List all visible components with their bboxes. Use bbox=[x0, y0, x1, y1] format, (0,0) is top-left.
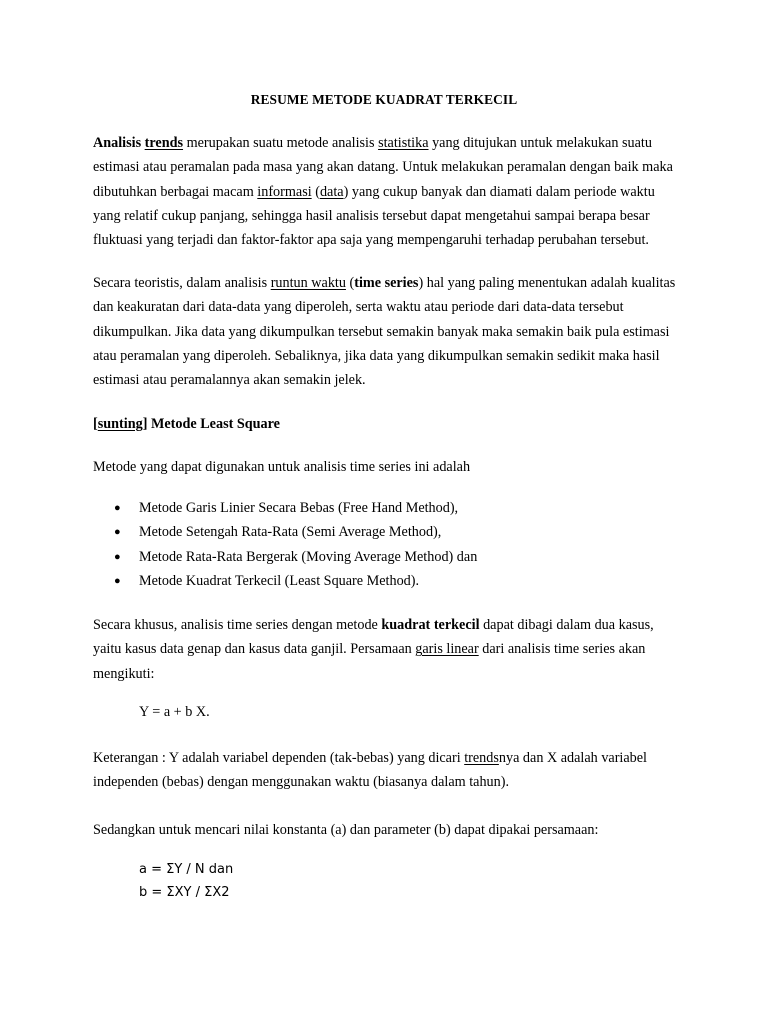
list-item: ● Metode Garis Linier Secara Bebas (Free Hand Method), bbox=[93, 496, 477, 520]
paragraph-kuadrat-terkecil: Secara khusus, analisis time series dengan metode kuadrat terkecil dapat dibagi dalam dua kasus, yaitu kasus data genap dan kasus data ganjil. Persamaan garis linear dari analisis time series akan mengikuti: bbox=[93, 617, 654, 682]
methods-list bbox=[93, 496, 477, 593]
paragraph-runtun-waktu: Secara teoristis, dalam analisis runtun waktu (time series) hal yang paling menentukan adalah kualitas dan keakuratan dari data-data yang diperoleh, serta waktu atau periode dari data-data tersebut dikumpulkan. Jika data yang dikumpulkan tersebut semakin banyak maka semakin baik pula estimasi atau peramalan yang diperoleh. Sebaliknya, jika data yang dikumpulkan semakin sedikit maka hasil estimasi atau peramalannya akan semakin jelek. bbox=[93, 275, 676, 389]
paragraph-keterangan: Keterangan : Y adalah variabel dependen (tak-bebas) yang dicari trendsnya dan X adalah variabel independen (bebas) dengan menggunakan waktu (biasanya dalam tahun). bbox=[93, 750, 648, 791]
list-item: ● Metode Rata-Rata Bergerak (Moving Average Method) dan bbox=[93, 545, 477, 569]
link-trends-2[interactable]: trends bbox=[464, 750, 499, 766]
bullet-icon: ● bbox=[114, 574, 121, 587]
bullet-icon: ● bbox=[114, 502, 121, 514]
link-data[interactable]: data bbox=[319, 183, 344, 200]
bullet-icon: ● bbox=[114, 526, 121, 539]
edit-section-link[interactable]: sunting bbox=[97, 416, 143, 432]
equation-a: a = ΣY / N dan bbox=[139, 862, 234, 877]
section-heading-least-square: [sunting] Metode Least Square bbox=[93, 416, 280, 432]
equation-linear: Y = a + b X. bbox=[139, 704, 210, 720]
list-item: ● Metode Kuadrat Terkecil (Least Square Method). bbox=[93, 569, 477, 593]
term-kuadrat-terkecil: kuadrat terkecil bbox=[381, 617, 480, 633]
paragraph-analisis-trends: Analisis trends merupakan suatu metode analisis statistika yang ditujukan untuk melakukan suatu estimasi atau peramalan pada masa yang akan datang. Untuk melakukan peramalan dengan baik maka dibutuhkan berbagai macam informasi (data) yang cukup banyak dan diamati dalam periode waktu yang relatif cukup panjang, sehingga hasil analisis tersebut dapat mengetahui sampai berapa besar fluktuasi yang terjadi dan faktor-faktor apa saja yang mempengaruhi terhadap perubahan tersebut. bbox=[93, 135, 673, 249]
link-trends[interactable]: trends bbox=[144, 135, 184, 151]
link-garis-linear[interactable]: garis linear bbox=[415, 641, 479, 658]
equation-b: b = ΣXY / ΣX2 bbox=[139, 885, 230, 900]
paragraph-konstanta: Sedangkan untuk mencari nilai konstanta (a) dan parameter (b) dapat dipakai persamaan: bbox=[93, 822, 599, 838]
list-item: ● Metode Setengah Rata-Rata (Semi Average Method), bbox=[93, 520, 477, 544]
term-time-series: time series bbox=[354, 275, 419, 291]
term-analisis: Analisis bbox=[93, 135, 142, 151]
document-title: RESUME METODE KUADRAT TERKECIL bbox=[250, 92, 518, 107]
bullet-icon: ● bbox=[114, 550, 121, 563]
link-statistika[interactable]: statistika bbox=[378, 135, 429, 151]
link-runtun-waktu[interactable]: runtun waktu bbox=[270, 275, 346, 291]
paragraph-methods-intro: Metode yang dapat digunakan untuk analisis time series ini adalah bbox=[93, 459, 471, 475]
link-informasi[interactable]: informasi bbox=[257, 183, 312, 200]
